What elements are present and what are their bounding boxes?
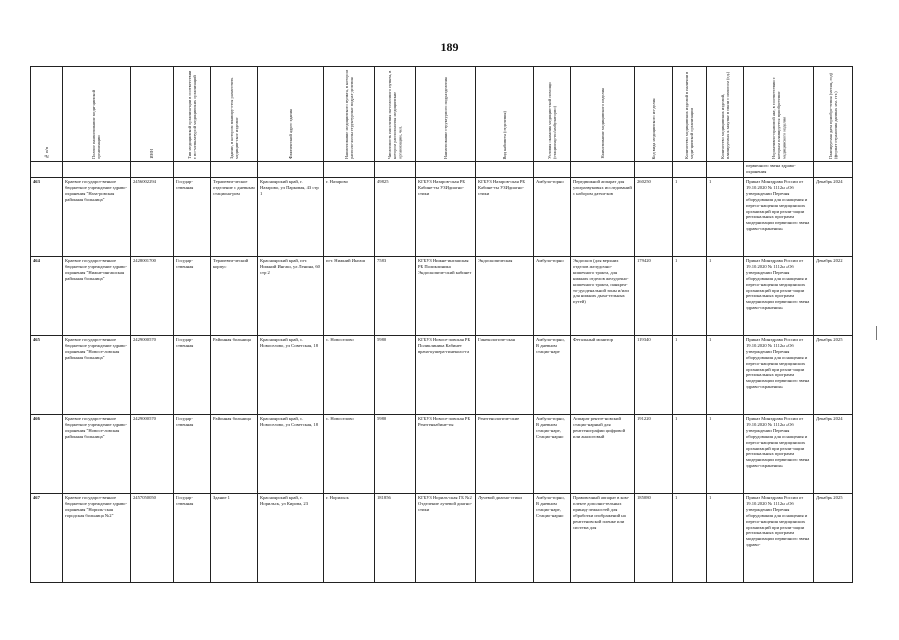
cell-building: Терапевти-ческое отделение с дневным стациона-ром <box>211 178 258 257</box>
header-organization: Полное наименование меди-цинской организации <box>91 90 102 159</box>
table-cell <box>258 162 324 178</box>
scan-mark <box>876 326 877 340</box>
header-cell <box>324 67 375 162</box>
header-locality: Наименование медицинского пункта, в котором располо-жены структурные подраз-деления <box>343 69 354 159</box>
cell-inn: 2429000570 <box>131 415 174 494</box>
cell-conditions: Амбула-торно <box>534 257 571 336</box>
header-cell <box>174 67 211 162</box>
cell-qty-have: 1 <box>673 336 707 415</box>
header-cell <box>131 67 174 162</box>
table-cell <box>707 162 744 178</box>
cell-code: 191220 <box>635 415 673 494</box>
cell-device: Передвижной аппарат для ультразвуковых исследований с набором датчи-ков <box>571 178 635 257</box>
cell-organization: Краевое государст-венное бюджетное учреждение здраво-охранения "Новосе-ловская районная больница" <box>63 415 131 494</box>
header-purchase-date: Планируемая дата приобре-тения (месяц, год) (формат отражения данных мм. ггг.) <box>827 72 838 159</box>
table-cell <box>131 162 174 178</box>
cell-locality: с. Новоселово <box>324 336 375 415</box>
cell-address: Красноярский край, с. Новоселово, ул Советская, 18 <box>258 415 324 494</box>
cell-cabinet: Рентгенологиче-ские <box>476 415 534 494</box>
cell-inn: 2428001700 <box>131 257 174 336</box>
table-cell <box>814 162 853 178</box>
cell-device: Фетальный монитор <box>571 336 635 415</box>
header-cell <box>814 67 853 162</box>
table-cell <box>476 162 534 178</box>
header-cell <box>707 67 744 162</box>
row-number: 467 <box>31 494 63 583</box>
cell-code: 179420 <box>635 257 673 336</box>
header-population: Численность населения на-селенного пункта, в котором расположены медицинские организации, чел. <box>387 70 403 159</box>
cell-org-type: Государ-ственная <box>174 178 211 257</box>
header-cell <box>211 67 258 162</box>
table-cell <box>571 162 635 178</box>
table-cell <box>635 162 673 178</box>
row-number: 466 <box>31 415 63 494</box>
header-cabinet: Вид кабинета (отделения) <box>501 110 507 159</box>
cell-conditions: Амбула-торно, В дневном стацио-наре, Стацио-нарно <box>534 415 571 494</box>
cell-unit: КГБУЗ Назаров-ская РБ Кабине-ты УЗИдиагно-стики <box>416 178 476 257</box>
cell-qty-have: 1 <box>673 178 707 257</box>
cell-org-type: Государ-ственная <box>174 257 211 336</box>
cell-legal-act: Приказ Минздрава России от 19.10.2020 № 1112н «Об утверждении Перечня оборудования для оснащения и пересо-нащения медицинских организаций при реали-зации региональных программ модернизации первичного звена здраво-охранения» <box>744 415 814 494</box>
cell-inn: 2456002294 <box>131 178 174 257</box>
header-cell <box>63 67 131 162</box>
cell-population: 7583 <box>375 257 416 336</box>
cell-code: 119340 <box>635 336 673 415</box>
header-inn: ИНН <box>149 149 155 159</box>
cell-org-type: Государ-ственная <box>174 336 211 415</box>
cell-organization: Краевое государст-венное бюджетное учреждение здраво-охранения "Нориль-ская городская больница №2" <box>63 494 131 583</box>
cell-address: Красноярский край, пгт. Нижний Ингаш, ул Ленина, 60 стр 2 <box>258 257 324 336</box>
table-cell <box>174 162 211 178</box>
cell-qty-plan: 1 <box>707 494 744 583</box>
table-row <box>31 178 853 257</box>
header-qty-plan: Количество медицинских изделий, планируемых к закупке в связи с износом (ед.) <box>719 71 730 159</box>
header-cell <box>534 67 571 162</box>
cell-qty-have: 1 <box>673 257 707 336</box>
cell-address: Красноярский край, г. Норильск, ул Кирова, 23 <box>258 494 324 583</box>
header-cell <box>571 67 635 162</box>
cell-building: Районная больница <box>211 336 258 415</box>
continuation-row <box>31 162 853 178</box>
cell-organization: Краевое государст-венное бюджетное учреждение здраво-охранения "Нижне-ингашская районная больница" <box>63 257 131 336</box>
row-number: 463 <box>31 178 63 257</box>
cell-cabinet: Эндоскопическая <box>476 257 534 336</box>
cell-address: Красноярский край, г. Назарово, ул Парковая, 43 стр 1 <box>258 178 324 257</box>
row-number: 464 <box>31 257 63 336</box>
table-cell <box>63 162 131 178</box>
cell-purchase-date: Декабрь 2025 <box>814 336 853 415</box>
cell-purchase-date: Декабрь 2022 <box>814 257 853 336</box>
cell-organization: Краевое государст-венное бюджетное учреждение здраво-охранения "Наза-ровская районная больница" <box>63 178 131 257</box>
cell-qty-plan: 1 <box>707 257 744 336</box>
header-org-type: Тип медицинской организа-ции в соответствии с но-менклатурой медицинских организаций <box>186 70 197 159</box>
cell-purchase-date: Декабрь 2024 <box>814 415 853 494</box>
cell-unit: КГБУЗ Нижне-ингашская РБ Поликлиника Эндоскопиче-ский кабинет <box>416 257 476 336</box>
cell-org-type: Государ-ственная <box>174 415 211 494</box>
cell-population: 181856 <box>375 494 416 583</box>
continuation-act: первичного звена здраво-охранения <box>744 162 814 178</box>
cell-locality: г. Назарово <box>324 178 375 257</box>
header-conditions: Условия оказания медицин-ской помощи (стационар-но/амбулаторно) <box>546 82 557 159</box>
cell-legal-act: Приказ Минздрава России от 19.10.2020 № 1112н «Об утверждении Перечня оборудования для оснащения и пересо-нащения медицинских организаций при реали-зации региональных программ модернизации первичного звена здраво-охранения» <box>744 336 814 415</box>
cell-population: 5980 <box>375 336 416 415</box>
cell-unit: КГБУЗ Нориль-ская ГБ №2 Отделение лучевой диагно-стики <box>416 494 476 583</box>
table-row <box>31 415 853 494</box>
cell-qty-plan: 1 <box>707 415 744 494</box>
cell-purchase-date: Декабрь 2024 <box>814 178 853 257</box>
header-number: № п/п <box>43 146 49 159</box>
cell-cabinet: КГБУЗ Назаров-ская РБ Кабине-ты УЗИдиагно-стики <box>476 178 534 257</box>
cell-legal-act: Приказ Минздрава России от 19.10.2020 № 1112н «Об утверждении Перечня оборудования для оснащения и пересо-нащения медицинских организаций при реали-зации региональных программ модернизации первичного звена здраво- <box>744 494 814 583</box>
cell-qty-plan: 1 <box>707 178 744 257</box>
table-row <box>31 257 853 336</box>
cell-unit: КГБУЗ Новосе-ловская РБ Поликлиника Кабинет врача-кушера-гинеколо-га <box>416 336 476 415</box>
header-cell <box>744 67 814 162</box>
cell-locality: пгт. Нижний Ингаш <box>324 257 375 336</box>
cell-cabinet: Лучевой диагно-стики <box>476 494 534 583</box>
header-legal-act: Нормативно-правовой акт, в соответствии с которым планируется приобретение медицинского изделия <box>770 77 787 159</box>
header-building: Здание, в котором планиру-ется разместить медицин-ское изделие <box>228 77 239 159</box>
header-code: Код вида медицинского из-делия <box>650 97 656 159</box>
page-number: 189 <box>440 40 459 54</box>
table-cell <box>211 162 258 178</box>
cell-device: Эндоскоп (для верхних отделов желудочно-кишечного тракта, для нижних отделов желудочно-кишечного тракта, панкреа-то-дуоденальной зоны и/или для нижних дыха-тельных путей) <box>571 257 635 336</box>
table-row <box>31 494 853 583</box>
cell-qty-have: 1 <box>673 494 707 583</box>
cell-device: Правовочный аппарат в ком-плекте дополни-тельных принад-лежностей для обработки изображений на рентгеновской пленке или система для <box>571 494 635 583</box>
table-cell <box>375 162 416 178</box>
cell-conditions: Амбула-торно, В дневном стацио-наре <box>534 336 571 415</box>
cell-purchase-date: Декабрь 2025 <box>814 494 853 583</box>
table-cell <box>416 162 476 178</box>
cell-inn: 2429000570 <box>131 336 174 415</box>
header-cell <box>375 67 416 162</box>
cell-locality: с. Новоселово <box>324 415 375 494</box>
header-cell <box>635 67 673 162</box>
cell-building: Районная больница <box>211 415 258 494</box>
header-row <box>31 67 853 162</box>
cell-legal-act: Приказ Минздрава России от 19.10.2020 № 1112н «Об утверждении Перечня оборудования для оснащения и пересо-нащения медицинских организаций при реали-зации региональных программ модернизации первичного звена здраво-охранения» <box>744 178 814 257</box>
table-row <box>31 336 853 415</box>
cell-locality: г. Норильск <box>324 494 375 583</box>
header-cell <box>416 67 476 162</box>
table-cell <box>534 162 571 178</box>
header-cell <box>673 67 707 162</box>
equipment-registry-table <box>30 66 853 583</box>
header-cell <box>258 67 324 162</box>
cell-org-type: Государ-ственная <box>174 494 211 583</box>
header-address: Фактический адрес здания <box>287 109 293 159</box>
cell-population: 5980 <box>375 415 416 494</box>
cell-inn: 2457050050 <box>131 494 174 583</box>
cell-building: Здание 1 <box>211 494 258 583</box>
header-unit: Наименование структурного подразделения <box>442 76 448 159</box>
cell-qty-plan: 1 <box>707 336 744 415</box>
cell-population: 49825 <box>375 178 416 257</box>
cell-legal-act: Приказ Минздрава России от 19.10.2020 № 1112н «Об утверждении Перечня оборудования для оснащения и пересо-нащения медицинских организаций при реали-зации региональных программ модернизации первичного звена здраво-охранения» <box>744 257 814 336</box>
cell-cabinet: Гинекологиче-ская <box>476 336 534 415</box>
header-qty-have: Количество медицинских изделий в наличии в меди-цинской организации <box>684 71 695 159</box>
cell-address: Красноярский край, с. Новоселово, ул Советская, 18 <box>258 336 324 415</box>
row-number: 465 <box>31 336 63 415</box>
cell-code: 260250 <box>635 178 673 257</box>
header-device: Наименование медицинского изделия <box>599 88 605 159</box>
cell-code: 185080 <box>635 494 673 583</box>
table-cell <box>31 162 63 178</box>
header-cell <box>476 67 534 162</box>
table-cell <box>324 162 375 178</box>
cell-device: Аппарат рентге-новский стацио-нарный для рентгенографии цифровой или аналоговый <box>571 415 635 494</box>
cell-organization: Краевое государст-венное бюджетное учреждение здраво-охранения "Новосе-ловская районная больница" <box>63 336 131 415</box>
cell-conditions: Амбула-торно, В дневном стацио-наре, Стацио-нарно <box>534 494 571 583</box>
header-cell <box>31 67 63 162</box>
cell-unit: КГБУЗ Новосе-ловская РБ Рентгенкабине-ты <box>416 415 476 494</box>
cell-qty-have: 1 <box>673 415 707 494</box>
cell-building: Терапевти-ческий корпус <box>211 257 258 336</box>
cell-conditions: Амбула-торно <box>534 178 571 257</box>
table-cell <box>673 162 707 178</box>
